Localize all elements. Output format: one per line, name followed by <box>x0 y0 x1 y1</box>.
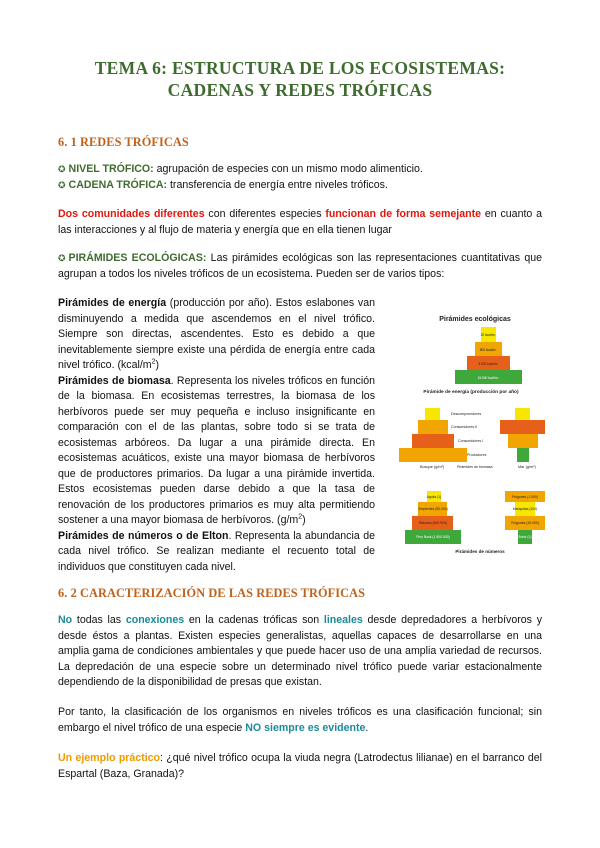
svg-text:Árbol (1): Árbol (1) <box>518 535 532 539</box>
svg-text:Mar (g/m²): Mar (g/m²) <box>518 465 536 469</box>
svg-text:15.500 kcal/m²: 15.500 kcal/m² <box>477 376 499 380</box>
svg-text:Pulgones (1.000): Pulgones (1.000) <box>512 495 538 499</box>
svg-text:3.000 kcal/m²: 3.000 kcal/m² <box>478 362 498 366</box>
svg-text:Bosque (g/m²): Bosque (g/m²) <box>420 465 445 469</box>
svg-text:20 kcal/m²: 20 kcal/m² <box>480 333 496 337</box>
page-title <box>0 57 600 101</box>
paragraph-ejemplo: Un ejemplo práctico: ¿qué nivel trófico ocupa la viuda negra (Latrodectus lilianae) en el barranco del Espartal (Baza, Granada)? <box>58 752 542 780</box>
paragraph-piramides: ✪ PIRÁMIDES ECOLÓGICAS: Las pirámides ecológicas son las representaciones cuantitativas que agrupan a todos los niveles tróficos de un ecosistema. Pueden ser de varios tipos: <box>58 252 542 280</box>
numbers-pyramid <box>405 491 545 554</box>
svg-text:Pulgones (10.000): Pulgones (10.000) <box>511 521 539 525</box>
svg-text:Serpientes (50.000): Serpientes (50.000) <box>418 507 448 511</box>
paragraph-clasificacion: Por tanto, la clasificación de los organismos en niveles tróficos es una clasificación funcional; sin embargo el nivel trófico de una especie NO siempre es evidente. <box>58 706 542 734</box>
svg-text:Ratones (500.000): Ratones (500.000) <box>418 521 448 525</box>
svg-text:Mariquitas (100): Mariquitas (100) <box>512 507 538 511</box>
bullet-icon: ✪ <box>58 179 66 190</box>
paragraph-numeros: Pirámides de números o de Elton. Representa la abundancia de cada nivel trófico. Se realizan mediante el recuento total de individuos que constituyen cada nivel. <box>58 529 375 573</box>
bullet-icon: ✪ <box>58 164 66 174</box>
paragraph-energia: Pirámides de energía (producción por año). Estos eslabones van disminuyendo a medida que ascendemos en el nivel trófico. Siempre son directas, ascendentes. Esto es debido a que inevitablemente siempre existe una pérdida de energía entre cada nivel trófico. $(kcal/m^2)$ <box>58 297 375 371</box>
svg-text:Aguila (1): Aguila (1) <box>426 495 442 499</box>
svg-text:Descomponedores: Descomponedores <box>451 412 482 416</box>
svg-text:800 kcal/m²: 800 kcal/m² <box>479 348 497 352</box>
title-line-1: TEMA 6: ESTRUCTURA DE LOS ECOSISTEMAS: <box>94 58 506 78</box>
svg-text:Pino Bosk (1.500.000): Pino Bosk (1.500.000) <box>416 535 450 539</box>
title-line-2: CADENAS Y REDES TRÓFICAS <box>167 80 433 100</box>
svg-text:Pirámides de biomasa: Pirámides de biomasa <box>457 465 493 469</box>
paragraph-biomasa: Pirámides de biomasa. Representa los niveles tróficos en función de la biomasa. En ecosistemas terrestres, la biomasa de los herbívoros puede ser muy pequeña e incluso insignificante en comparación con el de las plantas, sobre todo si se trata de ecosistemas arbóreos. Da lugar a una pirámide directa. En ecosistemas acuáticos, existe una mayor biomasa de herbívoros que de productores primarios. Da lugar a una pirámide invertida. Estos ecosistemas pueden darse debido a que la tasa de renovación de los productores primarios es muy alta permitiendo sostener a una mayor biomasa de herbívoros. $(g/m^2)$ <box>58 374 375 526</box>
section-2-heading: 6. 2 CARACTERIZACIÓN DE LAS REDES TRÓFICAS <box>58 586 366 600</box>
svg-text:Consumidores II: Consumidores II <box>451 425 478 429</box>
pyramid-types-column <box>58 296 375 575</box>
energy-pyramid <box>423 327 522 395</box>
figure-title: Pirámides ecológicas <box>439 316 511 323</box>
paragraph-conexiones: No todas las conexiones en la cadenas tróficas son lineales desde depredadores a herbívoros y desde éstos a plantas. Existen especies generalistas, aquellas capaces de desarrollarse en una amplia gama de condiciones ambientales y que puede hacer uso de una amplia variedad de recursos. La depredación de una especie sobre un determinado nivel trófico puede variar estacionalmente dependiendo de la disponibilidad de presas que existan. <box>58 614 542 689</box>
biomass-pyramid <box>399 408 545 469</box>
svg-text:Consumidores I: Consumidores I <box>458 439 484 443</box>
definition-cadena-trofica: ✪ CADENA TRÓFICA: transferencia de energía entre niveles tróficos. <box>58 178 388 191</box>
definition-nivel-trofico: ✪ NIVEL TRÓFICO: agrupación de especies con un mismo modo alimenticio. <box>58 163 423 175</box>
section-1-heading: 6. 1 REDES TRÓFICAS <box>58 135 189 149</box>
ecological-pyramids-figure <box>395 305 550 557</box>
energy-caption: Pirámide de energía (producción por año) <box>423 390 519 395</box>
definitions-list <box>58 162 542 193</box>
paragraph-comunidades: Dos comunidades diferentes con diferentes especies funcionan de forma semejante en cuanto a las interacciones y al flujo de materia y energía que en ella tienen lugar <box>58 208 543 236</box>
numbers-caption: Pirámides de números <box>455 549 505 554</box>
svg-text:Productores: Productores <box>467 453 487 457</box>
bullet-icon: ✪ <box>58 253 66 263</box>
